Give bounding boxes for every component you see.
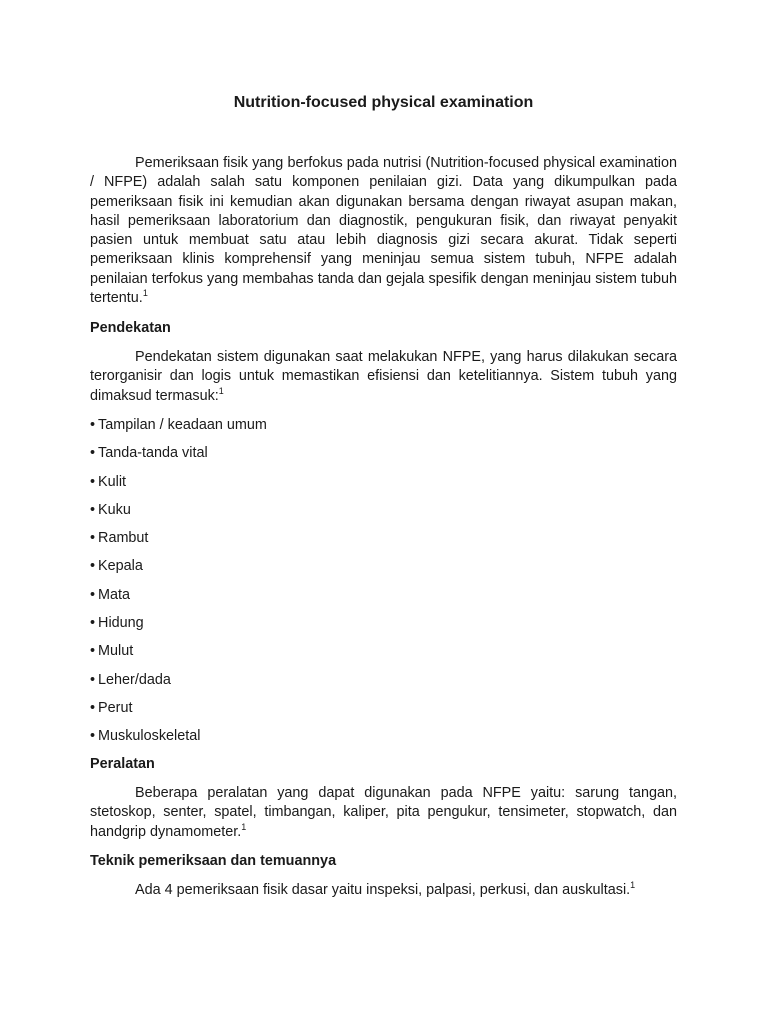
equipment-text: Beberapa peralatan yang dapat digunakan pada NFPE yaitu: sarung tangan, stetoskop, senter, spatel, timbangan, kaliper, pita pengukur, tensimeter, stopwatch, dan handgrip dynamometer. [90,785,677,840]
bullet-mark: • [90,417,96,433]
list-item-label: Kuku [98,501,131,518]
list-item-label: Kulit [98,473,127,490]
list-item [90,416,267,444]
bullet-mark: • [90,699,96,716]
bullet-mark: • [90,643,96,660]
approach-reference: 1 [218,385,224,396]
bullet-mark: • [90,530,96,547]
body-systems-list [90,416,267,756]
bullet-mark: • [90,615,96,632]
list-item [90,642,267,670]
approach-heading: Pendekatan [90,320,171,336]
equipment-paragraph [90,784,677,842]
list-item [90,614,267,642]
list-item [90,586,267,614]
equipment-heading: Peralatan [90,756,155,772]
list-item [90,501,267,529]
list-item [90,727,267,755]
list-item [90,699,267,727]
bullet-mark: • [90,501,96,518]
list-item [90,473,267,501]
bullet-mark: • [90,473,96,490]
list-item-label: Hidung [98,615,144,632]
list-item-label: Mulut [98,643,134,660]
technique-reference: 1 [630,880,636,891]
list-item-label: Muskuloskeletal [98,728,201,745]
list-item [90,529,267,557]
document-title: Nutrition-focused physical examination [233,94,534,111]
technique-text: Ada 4 pemeriksaan fisik dasar yaitu inspeksi, palpasi, perkusi, dan auskultasi. [135,882,631,898]
intro-paragraph [90,154,677,308]
list-item-label: Tanda-tanda vital [98,445,208,462]
list-item [90,444,267,472]
technique-heading: Teknik pemeriksaan dan temuannya [90,853,337,869]
list-item-label: Leher/dada [98,671,171,688]
bullet-mark: • [90,558,96,575]
list-item-label: Perut [98,699,133,716]
list-item [90,671,267,699]
intro-reference: 1 [142,288,148,299]
bullet-mark: • [90,586,96,603]
technique-paragraph [90,881,677,900]
approach-text: Pendekatan sistem digunakan saat melakukan NFPE, yang harus dilakukan secara terorganisir dan logis untuk memastikan efisiensi dan ketelitiannya. Sistem tubuh yang dimaksud termasuk: [90,349,677,404]
list-item-label: Mata [98,586,131,603]
intro-text: Pemeriksaan fisik yang berfokus pada nutrisi (Nutrition-focused physical examination / NFPE) adalah salah satu komponen penilaian gizi. Data yang dikumpulkan pada pemeriksaan fisik ini kemudian akan digunakan bersama dengan riwayat asupan makan, hasil pemeriksaan laboratorium dan diagnostik, pengukuran fisik, dan riwayat penyakit pasien untuk membuat satu atau lebih diagnosis gizi secara akurat. Tidak seperti pemeriksaan klinis komprehensif yang meninjau semua sistem tubuh, NFPE adalah penilaian terfokus yang membahas tanda dan gejala spesifik dengan meninjau sistem tubuh tertentu. [90,155,677,307]
bullet-mark: • [90,671,96,688]
list-item [90,557,267,585]
bullet-mark: • [90,445,96,462]
approach-paragraph [90,348,677,406]
list-item-label: Kepala [98,558,143,575]
list-item-label: Tampilan / keadaan umum [98,417,267,433]
equipment-reference: 1 [241,821,247,832]
list-item-label: Rambut [98,530,149,547]
bullet-mark: • [90,728,96,745]
